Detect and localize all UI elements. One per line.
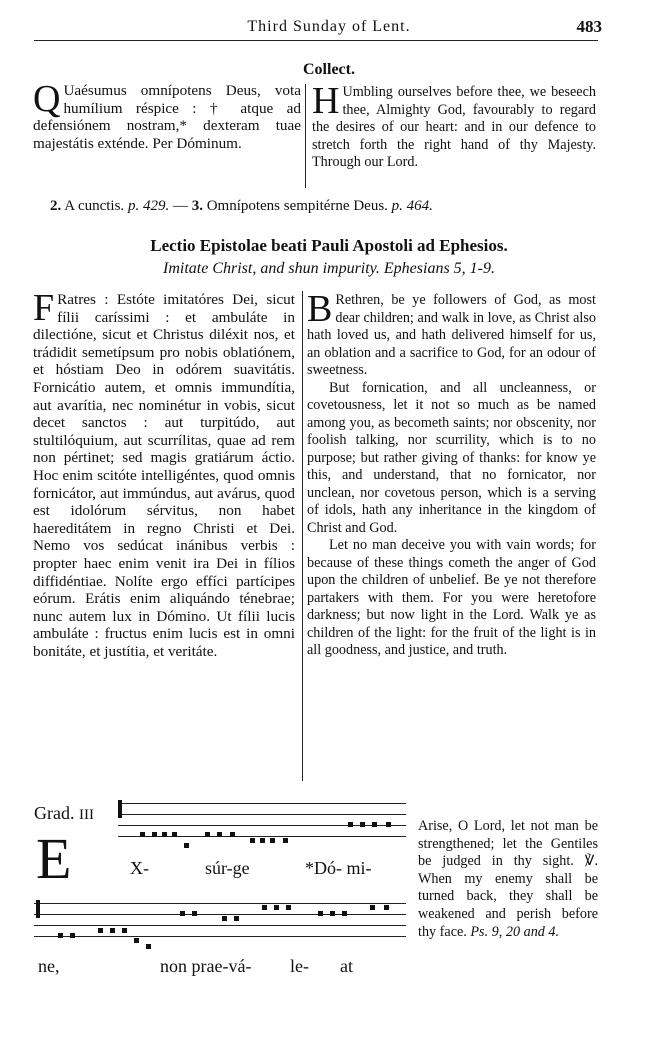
neume (370, 905, 375, 910)
neume (146, 944, 151, 949)
lesson-english-para2: But fornication, and all uncleanness, or covetousness, let it not so much as be named among you, as becometh saints; nor obscenity, nor foolish talking, nor scurrility, which is to no purpose; but rather giving of thanks: for know ye this, and understand, that no fornicator, nor unclean, nor covetous person, which is a serving of idols, hath any inheritance in the kingdom of Christ and God. (307, 379, 596, 536)
neume (274, 905, 279, 910)
lesson-latin-initial: F (33, 287, 55, 329)
neume (270, 838, 275, 843)
gradual-initial: E (36, 826, 72, 891)
running-title: Third Sunday of Lent. (247, 18, 411, 35)
ref-dash: — (172, 198, 188, 214)
collect-latin-text: Uaésumus omnípotens Deus, vota humílium réspice : † atque ad defensiónem nostram,* dexteram tuae majestátis exténde. Per Dóminum. (33, 82, 301, 152)
collect-english-initial: H (312, 80, 340, 122)
staff2-line1 (34, 903, 406, 904)
neume (122, 928, 127, 933)
lesson-heading: Lectio Epistolae beati Pauli Apostoli ad Ephesios. (150, 236, 508, 255)
neume (152, 832, 157, 837)
neume (250, 838, 255, 843)
staff2-line4 (34, 936, 406, 937)
neume (222, 916, 227, 921)
clef-mark (118, 800, 122, 818)
neume (318, 911, 323, 916)
staff2-line3 (34, 925, 406, 926)
ref-num-1: 2. (50, 198, 62, 214)
neume (360, 822, 365, 827)
neume (98, 928, 103, 933)
neume (260, 838, 265, 843)
lyric-syllable: at (340, 956, 353, 976)
collect-latin-initial: Q (33, 78, 61, 120)
neume (217, 832, 222, 837)
lyric-syllable: non prae-vá- (160, 956, 252, 976)
lesson-english-para3: Let no man deceive you with vain words; for because of these things cometh the anger of God upon the children of unbelief. Be ye not therefore partakers with them. For you were heretofore darkness; but now light in the Lord. Walk ye as children of the light: for the fruit of the light is in all goodness, and justice, and truth. (307, 537, 596, 658)
collect-heading: Collect. (303, 61, 355, 78)
neume (172, 832, 177, 837)
neume (230, 832, 235, 837)
neume (58, 933, 63, 938)
collect-english-text: Umbling ourselves before thee, we beseech thee, Almighty God, favourably to regard the desires of our heart: and in our defence to stretch forth the right hand of thy Majesty. Through our Lord. (312, 84, 596, 170)
neume (205, 832, 210, 837)
ref-page-2: p. 464. (391, 198, 433, 214)
lyric-syllable: *Dó- mi- (305, 858, 372, 878)
ref-text-1: A cunctis. (64, 198, 125, 214)
lesson-latin-text: Ratres : Estóte imitatóres Dei, sicut fílii caríssimi : et ambuláte in dilectióne, sicut et Christus diléxit nos, et trádidit semetípsum pro nobis oblatiónem, et hóstiam Deo in odórem suavitátis. Fornicátio autem, et omnis immundítia, aut avarítia, nec nominétur in vobis, sicut decet sanctos : aut turpitúdo, aut stultilóquium, aut scurrílitas, quae ad rem non pértinet; sed magis gratiárum áctio. Hoc enim scitóte intelligéntes, quod omnis fornicátor, aut immúndus, aut avárus, quod est idolórum sérvitus, non habet haereditátem in regno Christi et Dei. Nemo vos sedúcat inánibus verbis : propter haec enim venit ira Dei in fílios diffidéntiae. Nolíte ergo effíci partícipes eórum. Erátis enim aliquándo ténebrae; nunc autem lux in Dómino. Ut fílii lucis ambuláte : fructus enim lucis est in omni bonitáte, et justítia, et veritáte. (33, 291, 295, 660)
gradual-english (418, 818, 598, 941)
staff2-line2 (34, 914, 406, 915)
lesson-english-para1: Rethren, be ye followers of God, as most dear children; and walk in love, as Christ also hath loved us, and hath delivered himself for us, an oblation and a sacrifice to God, for an odour of sweetness. (307, 292, 596, 378)
staff1-line1 (118, 803, 406, 804)
gradual-label-text: Grad. (34, 803, 75, 823)
ref-page-1: p. 429. (127, 198, 170, 214)
neume (134, 938, 139, 943)
neume (283, 838, 288, 843)
neume (192, 911, 197, 916)
neume (162, 832, 167, 837)
neume (110, 928, 115, 933)
staff1-line2 (118, 814, 406, 815)
clef-mark (36, 900, 40, 918)
gradual-reference: Ps. 9, 20 and 4. (470, 923, 560, 940)
neume (384, 905, 389, 910)
lesson-subheading: Imitate Christ, and shun impurity. Ephesians 5, 1-9. (163, 260, 495, 277)
gradual-mode: III (78, 807, 94, 823)
neume (234, 916, 239, 921)
neume (342, 911, 347, 916)
neume (180, 911, 185, 916)
neume (140, 832, 145, 837)
lyric-syllable: ne, (38, 956, 60, 976)
gradual-english-text: Arise, O Lord, let not man be strengthened; let the Gentiles be judged in thy sight. ℣. When my enemy shall be turned back, they shall be weakened and perish before thy face. (418, 818, 598, 940)
lyric-syllable: X- (130, 858, 149, 878)
neume (286, 905, 291, 910)
neume (262, 905, 267, 910)
neume (184, 843, 189, 848)
neume (70, 933, 75, 938)
ref-num-2: 3. (191, 198, 203, 214)
neume (386, 822, 391, 827)
lesson-english-initial: B (307, 288, 333, 330)
lyric-syllable: súr-ge (205, 858, 250, 878)
page-number: 483 (576, 17, 602, 36)
neume (372, 822, 377, 827)
neume (330, 911, 335, 916)
ref-text-2: Omnípotens sempitérne Deus. (206, 198, 388, 214)
neume (348, 822, 353, 827)
lyric-syllable: le- (290, 956, 309, 976)
